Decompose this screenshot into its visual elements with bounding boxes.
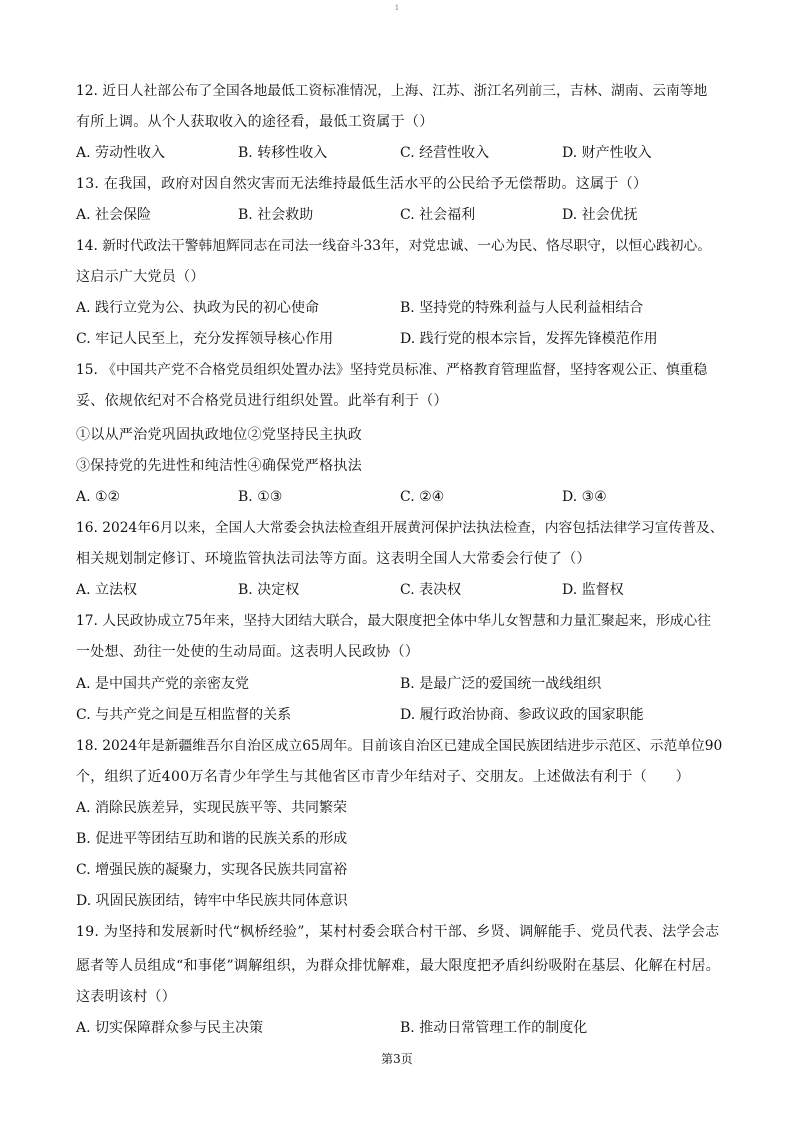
q16-option-d: D. 监督权 [562, 582, 624, 598]
q15-stem-line-1: 15. 《中国共产党不合格党员组织处置办法》坚持党员标准、严格教育管理监督，坚持客观公正、慎重稳 [76, 362, 708, 378]
q15-option-b: B. ①③ [238, 489, 283, 505]
q17-option-d: D. 履行政治协商、参政议政的国家职能 [400, 707, 644, 723]
q12-option-b: B. 转移性收入 [238, 145, 328, 161]
q16-option-b: B. 决定权 [238, 582, 300, 598]
q19-option-a: A. 切实保障群众参与民主决策 [76, 1020, 264, 1036]
q13-stem-line-1: 13. 在我国，政府对因自然灾害而无法维持最低生活水平的公民给予无偿帮助。这属于（） [76, 176, 648, 192]
q17-stem-line-2: 一处想、劲往一处使的生动局面。这表明人民政协（） [76, 644, 420, 660]
q14-stem-line-1: 14. 新时代政法干警韩旭辉同志在司法一线奋斗33年，对党忠诚、一心为民、恪尽职守，以恒心践初心。 [76, 238, 711, 254]
q17-option-a: A. 是中国共产党的亲密友党 [76, 676, 250, 692]
q14-option-c: C. 牢记人民至上，充分发挥领导核心作用 [76, 331, 334, 347]
q15-option-c: C. ②④ [400, 489, 445, 505]
q13-option-d: D. 社会优抚 [562, 207, 638, 223]
q14-option-b: B. 坚持党的特殊利益与人民利益相结合 [400, 300, 644, 316]
q12-option-a: A. 劳动性收入 [76, 145, 166, 161]
q17-stem-line-1: 17. 人民政协成立75年来，坚持大团结大联合，最大限度把全体中华儿女智慧和力量汇聚起来，形成心往 [76, 613, 711, 629]
q16-option-c: C. 表决权 [400, 582, 462, 598]
q17-option-c: C. 与共产党之间是互相监督的关系 [76, 707, 292, 723]
q15-item-line-2: ③保持党的先进性和纯洁性④确保党严格执法 [76, 458, 362, 474]
page-number: 第3页 [381, 1052, 413, 1066]
q13-option-c: C. 社会福利 [400, 207, 476, 223]
q13-option-a: A. 社会保险 [76, 207, 152, 223]
q19-option-b: B. 推动日常管理工作的制度化 [400, 1020, 588, 1036]
q19-stem-line-1: 19. 为坚持和发展新时代“枫桥经验”，某村村委会联合村干部、乡贤、调解能手、党员代表、法学会志 [76, 924, 720, 940]
q12-stem-line-1: 12. 近日人社部公布了全国各地最低工资标准情况，上海、江苏、浙江名列前三，吉林、湖南、云南等地 [76, 83, 708, 99]
q18-stem-line-2: 个，组织了近400万名青少年学生与其他省区市青少年结对子、交朋友。上述做法有利于（ ） [76, 769, 690, 785]
q16-stem-line-2: 相关规划制定修订、环境监管执法司法等方面。这表明全国人大常委会行使了（） [76, 551, 591, 567]
q18-stem-line-1: 18. 2024年是新疆维吾尔自治区成立65周年。目前该自治区已建成全国民族团结进步示范区、示范单位90 [76, 738, 723, 754]
q16-stem-line-1: 16. 2024年6月以来，全国人大常委会执法检查组开展黄河保护法执法检查，内容包括法律学习宣传普及、 [76, 520, 724, 536]
q18-option-c: C. 增强民族的凝聚力，实现各民族共同富裕 [76, 862, 348, 878]
q17-option-b: B. 是最广泛的爱国统一战线组织 [400, 676, 602, 692]
q12-option-c: C. 经营性收入 [400, 145, 490, 161]
q18-option-d: D. 巩固民族团结，铸牢中华民族共同体意识 [76, 893, 348, 909]
q12-stem-line-2: 有所上调。从个人获取收入的途径看，最低工资属于（） [76, 114, 434, 130]
q14-option-d: D. 践行党的根本宗旨，发挥先锋模范作用 [400, 331, 658, 347]
page-top-mark: 1 [394, 4, 400, 12]
q14-option-a: A. 践行立党为公、执政为民的初心使命 [76, 300, 320, 316]
q15-item-line-1: ①以从严治党巩固执政地位②党坚持民主执政 [76, 427, 362, 443]
q19-stem-line-3: 这表明该村（） [76, 989, 177, 1005]
q14-stem-line-2: 这启示广大党员（） [76, 269, 205, 285]
q15-stem-line-2: 妥、依规依纪对不合格党员进行组织处置。此举有利于（） [76, 393, 448, 409]
q15-option-d: D. ③④ [562, 489, 607, 505]
q12-option-d: D. 财产性收入 [562, 145, 652, 161]
q15-option-a: A. ①② [76, 489, 121, 505]
q13-option-b: B. 社会救助 [238, 207, 314, 223]
q19-stem-line-2: 愿者等人员组成“和事佬”调解组织，为群众排忧解难，最大限度把矛盾纠纷吸附在基层、化解在村居。 [76, 958, 721, 974]
q18-option-a: A. 消除民族差异，实现民族平等、共同繁荣 [76, 800, 348, 816]
q18-option-b: B. 促进平等团结互助和谐的民族关系的形成 [76, 831, 348, 847]
q16-option-a: A. 立法权 [76, 582, 138, 598]
